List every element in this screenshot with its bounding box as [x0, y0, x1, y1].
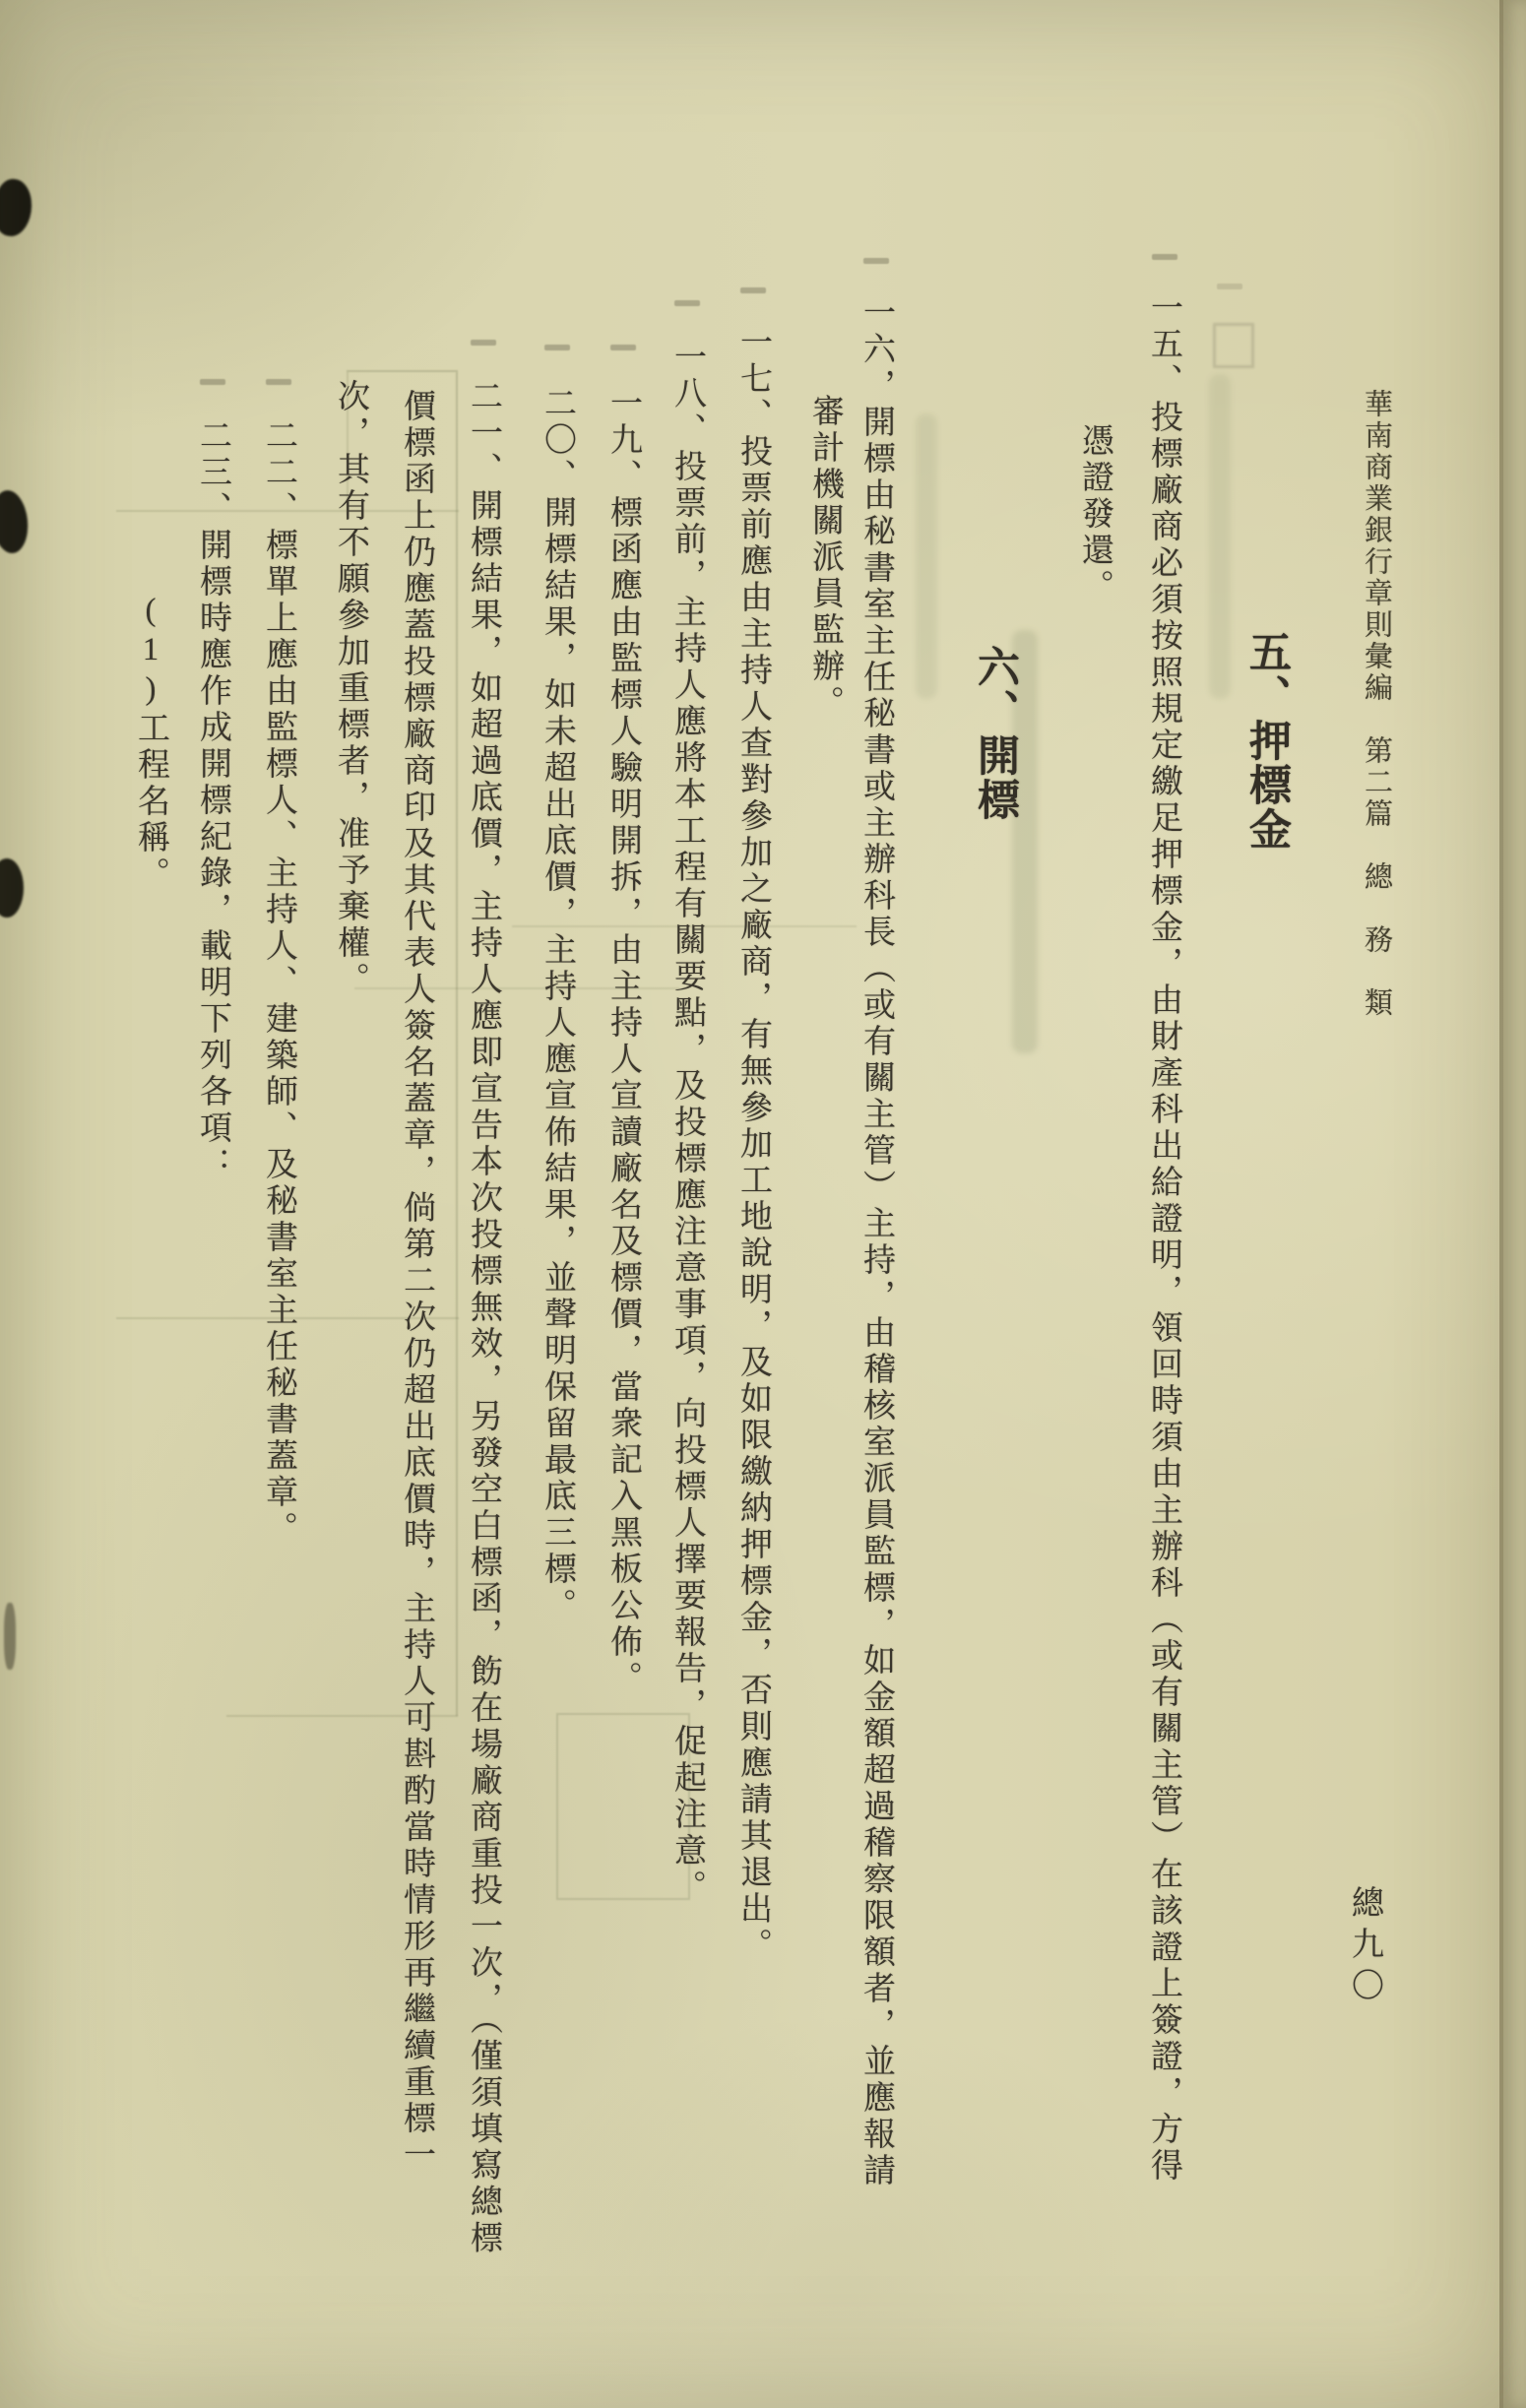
item-23-sub-1 — [127, 593, 174, 893]
ghost-mark-bleed-box — [1213, 323, 1254, 368]
ghost-mark-item16 — [863, 258, 889, 264]
item-text: 工程名稱。 — [133, 711, 168, 893]
page-number: 總九〇 — [1347, 1885, 1382, 2009]
item-21-continuation-1: 價標函上仍應蓋投標廠商印及其代表人簽名蓋章，倘第二次仍超出底價時，主持人可斟酌當時情形再繼續重標一 — [399, 389, 434, 2174]
item-16-continuation-1: 審計機關派員監辦。 — [807, 394, 843, 722]
item-number: (1) — [133, 593, 168, 711]
item-text: 標單上應由監標人、主持人、建築師、及秘書室主任秘書蓋章。 — [261, 528, 296, 1548]
item-22 — [255, 418, 302, 1548]
item-text: 標函應由監標人驗明開拆，由主持人宣讀廠名及標價，當衆記入黑板公佈。 — [605, 495, 641, 1697]
item-number: 一五、 — [1146, 290, 1181, 400]
item-text: 投標廠商必須按照規定繳足押標金，由財產科出給證明，領回時須由主辦科（或有關主管）在該證上簽證，方得 — [1146, 400, 1181, 2185]
item-text: 開標由秘書室主任秘書或主辦科長（或有關主管）主持，由稽核室派員監標，如金額超過稽察限額者，並應報請 — [858, 405, 894, 2189]
item-17 — [730, 325, 777, 1964]
page-edge-strip — [1503, 0, 1526, 2408]
binding-mark-3 — [0, 858, 24, 918]
section-title-char: 、 — [972, 689, 1018, 733]
item-23 — [189, 418, 236, 1183]
item-16 — [853, 295, 900, 2189]
item-text: 投票前，主持人應將本工程有關要點，及投標應注意事項，向投標人擇要報告，促起注意。 — [669, 449, 705, 1906]
item-20 — [534, 386, 581, 1624]
item-text: 開標結果，如未超出底價，主持人應宣佈結果，並聲明保留最底三標。 — [540, 495, 575, 1624]
ghost-mark-item19 — [610, 345, 636, 350]
ghost-mark-item17 — [740, 287, 766, 293]
section-6-title — [971, 645, 1018, 822]
item-number: 一七、 — [735, 325, 771, 434]
item-text: 開標結果，如超過底價，主持人應即宣告本次投標無效，另發空白標函，飭在場廠商重投一次，（僅須填寫總標 — [466, 488, 501, 2257]
bleedthrough-smudge-2 — [916, 413, 937, 699]
item-21 — [460, 379, 507, 2257]
section-title-char: 六 — [972, 645, 1018, 689]
ghost-mark-item15 — [1152, 254, 1177, 260]
bleedthrough-smudge-3 — [1209, 374, 1231, 699]
ghost-mark-item22 — [266, 379, 291, 385]
bleedthrough-line-h1 — [347, 370, 458, 372]
item-number: 二一、 — [466, 379, 501, 488]
section-title-char: 開 — [972, 733, 1018, 778]
section-title-char: 標 — [972, 778, 1018, 822]
ghost-mark-item23 — [200, 379, 225, 385]
item-text: 投票前應由主持人查對參加之廠商，有無參加工地說明，及如限繳納押標金，否則應請其退出。 — [735, 434, 771, 1964]
item-15-continuation-1: 憑證發還。 — [1077, 423, 1113, 605]
section-title-char: 五 — [1243, 630, 1290, 674]
binding-mark-1 — [0, 177, 35, 239]
binding-mark-4 — [4, 1603, 16, 1670]
item-number: 一九、 — [605, 386, 641, 495]
section-title-char: 金 — [1243, 807, 1290, 852]
ghost-mark-item21 — [471, 340, 496, 346]
ghost-mark-item20 — [544, 345, 570, 350]
item-21-continuation-2: 次，其有不願參加重標者，准予棄權。 — [333, 379, 368, 998]
section-5-title — [1242, 630, 1290, 852]
item-text: 開標時應作成開標紀錄，載明下列各項： — [195, 528, 230, 1183]
binding-mark-2 — [0, 488, 31, 554]
section-title-char: 標 — [1243, 763, 1290, 807]
ghost-mark-item18 — [674, 300, 700, 306]
item-number: 二三、 — [195, 418, 230, 528]
item-number: 二〇、 — [540, 386, 575, 495]
item-number: 二二、 — [261, 418, 296, 528]
item-number: 一六， — [858, 295, 894, 405]
item-19 — [600, 386, 647, 1697]
ghost-mark-bleed-bar — [1217, 284, 1242, 289]
section-title-char: 押 — [1243, 719, 1290, 763]
item-15 — [1140, 290, 1187, 2185]
item-18 — [664, 340, 711, 1906]
running-header: 華南商業銀行章則彙編 第二篇 總 務 類 — [1361, 389, 1392, 1019]
bleedthrough-line-v1 — [456, 372, 458, 1716]
item-number: 一八、 — [669, 340, 705, 449]
section-title-char: 、 — [1243, 674, 1290, 719]
